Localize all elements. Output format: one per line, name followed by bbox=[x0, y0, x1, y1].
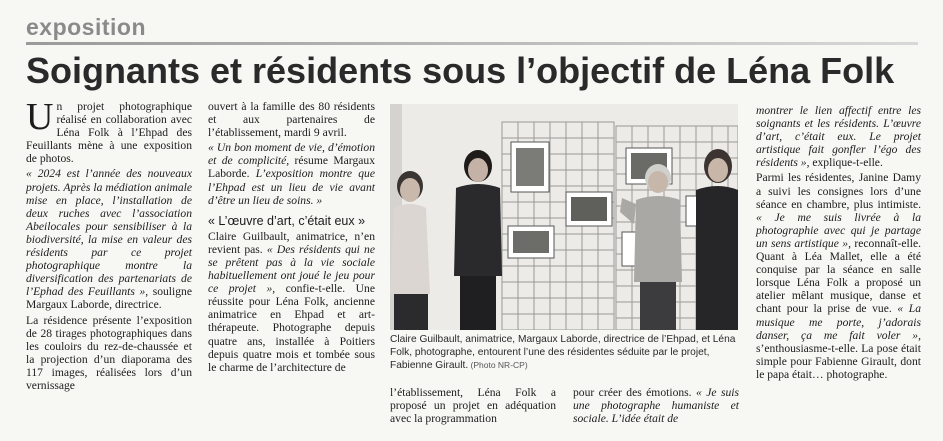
lead-paragraph: n projet photographique réalisé en collaboration avec Léna Folk à l’Ehpad des Feuillants mène à une exposition de photos. bbox=[26, 100, 192, 166]
article-photo bbox=[390, 104, 738, 330]
paragraph-janine: Parmi les résidentes, Janine Damy a suivi les consignes lors d’une séance en chambre, plus intimiste. bbox=[756, 171, 921, 211]
rubric-divider bbox=[26, 42, 918, 45]
paragraph-exposition: La résidence présente l’exposition de 28 tirages photographiques dans les couloirs du rez-de-chaussée et la projection d’un diaporama des 117 images, réalisées lors d’un vernissage bbox=[26, 313, 192, 392]
article-column-3 bbox=[390, 386, 556, 427]
quote-lieu-de-vie: L’exposition montre que l’Ehpad est un lieu de vie avant d’être un lieu de soins. » bbox=[208, 167, 375, 207]
paragraph-emotions: pour créer des émotions. bbox=[573, 386, 692, 399]
paragraph-lena-folk: , confie-t-elle. Une réussite pour Léna Folk, ancienne animatrice en Ehpad et art-thérapeute. Photographe depuis quatre ans, installée à Poitiers depuis quatre mois et tombée sous le charme de l’architecture de bbox=[208, 282, 375, 374]
quote-directrice: « 2024 est l’année des nouveaux projets. Après la médiation animale mise en place, l’installation de deux ruches avec l’association Abeilocales pour sensibiliser à la biodiversité, la mise en valeur des résidents par ce projet photographique montre la diversification des partenariats de l’Ephad des Feuillants » bbox=[26, 167, 192, 299]
quote-lea: « La musique me porte, j’adorais danser, ça me fait voler » bbox=[756, 302, 921, 342]
subheading: « L’œuvre d’art, c’était eux » bbox=[208, 213, 366, 228]
paragraph-projet: l’établissement, Léna Folk a proposé un projet en adéquation avec la programmation bbox=[390, 386, 556, 426]
article-column-4 bbox=[573, 386, 739, 427]
drop-cap: U bbox=[26, 96, 54, 138]
caption-text: Claire Guilbault, animatrice, Margaux Laborde, directrice de l’Ehpad, et Léna Folk, photographe, entourent l’une des résidentes séduite par le projet, Fabienne Girault. bbox=[390, 334, 736, 372]
article-column-2 bbox=[208, 100, 375, 376]
quote-attribution: , explique-t-elle. bbox=[806, 156, 883, 170]
paragraph-animatrice: Claire Guilbault, animatrice, n’en revient pas. bbox=[208, 229, 375, 256]
paragraph-vernissage: ouvert à la famille des 80 résidents et aux partenaires de l’établissement, mardi 9 avril. bbox=[208, 100, 375, 140]
article-column-5 bbox=[756, 104, 921, 383]
quote-photographe: « Je suis une photographe humaniste et sociale. L’idée était de bbox=[573, 386, 740, 426]
article-column-1 bbox=[26, 96, 192, 394]
quote-janine: « Je me suis livrée à la photographie avec qui je partage un sens artistique » bbox=[756, 210, 921, 250]
paragraph-fabienne: , s’enthousiasme-t-elle. La pose était simple pour Fabienne Girault, dont le papa était… photographe. bbox=[756, 328, 921, 381]
paragraph-lea: , reconnaît-elle. Quant à Léa Mallet, elle a été conquise par la séance en salle lorsque Léna Folk a proposé un atelier mêlant musique, danse et chant pour la prise de vue. bbox=[756, 236, 922, 316]
photo-credit: (Photo NR-CP) bbox=[468, 360, 528, 371]
photo-illustration bbox=[390, 104, 738, 330]
section-rubric: exposition bbox=[26, 14, 147, 40]
quote-lien-affectif: montrer le lien affectif entre les soignants et les résidents. L’œuvre d’art, c’était eux. Le projet artistique fait gonfler l’égo des résidents » bbox=[756, 104, 921, 170]
quote-attribution: résume Margaux Laborde. bbox=[208, 154, 375, 181]
article-headline: Soignants et résidents sous l’objectif de Léna Folk bbox=[26, 50, 895, 91]
photo-caption bbox=[390, 334, 740, 373]
quote-attribution: , souligne Margaux Laborde, directrice. bbox=[26, 285, 192, 312]
quote-animatrice: « Des résidents qui ne se prêtent pas à la vie sociale habituellement ont joué le jeu pour ce projet » bbox=[208, 242, 375, 296]
quote-moment: « Un bon moment de vie, d’émotion et de complicité, bbox=[208, 141, 375, 168]
